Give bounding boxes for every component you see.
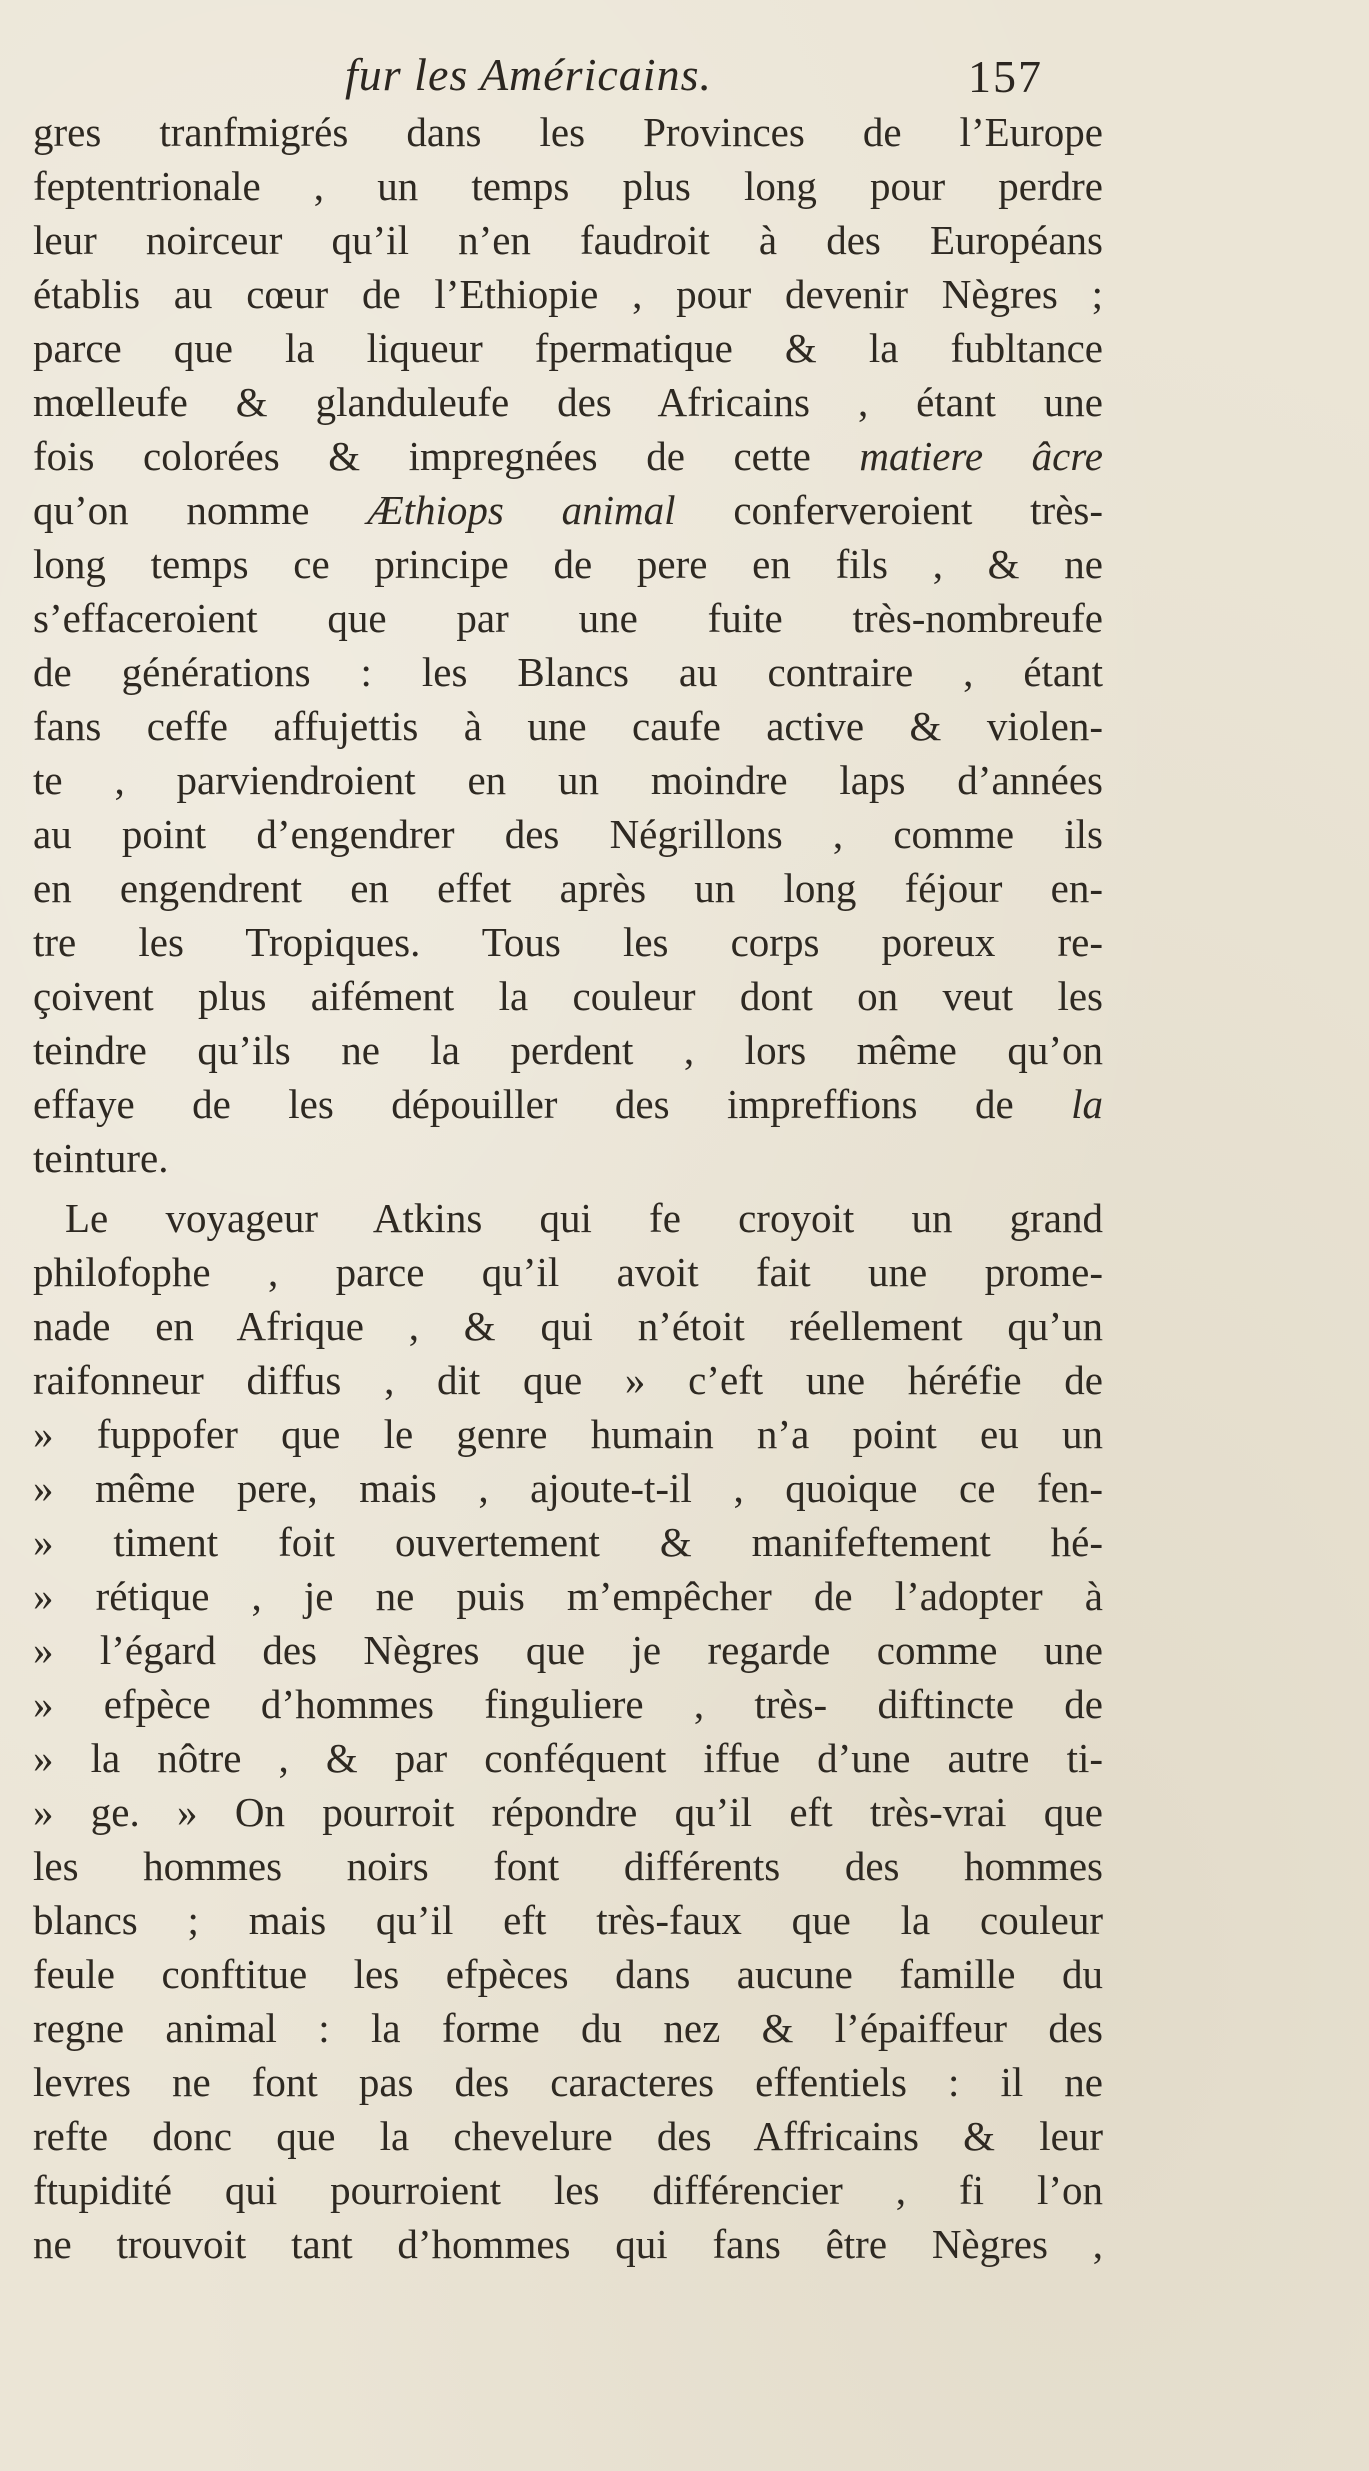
text-line: » timent foit ouvertement & manifeftement hé- xyxy=(33,1519,1103,1565)
text-line xyxy=(33,483,1103,537)
text-line: tre les Tropiques. Tous les corps poreux re- xyxy=(33,919,1103,965)
text-segment: fois colorées & impregnées de cette xyxy=(33,433,860,479)
text-line: te , parviendroient en un moindre laps d’années xyxy=(33,757,1103,803)
text-line: blancs ; mais qu’il eft très-faux que la couleur xyxy=(33,1897,1103,1943)
text-line: regne animal : la forme du nez & l’épaiffeur des xyxy=(33,2005,1103,2051)
text-line: établis au cœur de l’Ethiopie , pour devenir Nègres ; xyxy=(33,271,1103,317)
text-line: mœlleufe & glanduleufe des Africains , étant une xyxy=(33,379,1103,425)
text-line: feptentrionale , un temps plus long pour perdre xyxy=(33,163,1103,209)
text-line: » même pere, mais , ajoute-t-il , quoique ce fen- xyxy=(33,1465,1103,1511)
paragraph-1 xyxy=(33,105,1103,1185)
text-line: raifonneur diffus , dit que » c’eft une héréfie de xyxy=(33,1357,1103,1403)
italic-phrase: la xyxy=(1071,1081,1103,1127)
text-line: teindre qu’ils ne la perdent , lors même qu’on xyxy=(33,1027,1103,1073)
text-line: au point d’engendrer des Négrillons , comme ils xyxy=(33,811,1103,857)
text-line: nade en Afrique , & qui n’étoit réellement qu’un xyxy=(33,1303,1103,1349)
text-line: ftupidité qui pourroient les différencier , fi l’on xyxy=(33,2167,1103,2213)
page-number: 157 xyxy=(968,51,1043,102)
text-line: en engendrent en effet après un long féjour en- xyxy=(33,865,1103,911)
text-line: teinture. xyxy=(33,1135,169,1181)
text-line: ne trouvoit tant d’hommes qui fans être Nègres , xyxy=(33,2221,1103,2267)
text-line: leur noirceur qu’il n’en faudroit à des Européans xyxy=(33,217,1103,263)
text-line xyxy=(33,1077,1103,1131)
text-line: » rétique , je ne puis m’empêcher de l’adopter à xyxy=(33,1573,1103,1619)
italic-phrase: Æthiops animal xyxy=(367,487,676,533)
text-line: çoivent plus aifément la couleur dont on veut les xyxy=(33,973,1103,1019)
text-line: de générations : les Blancs au contraire , étant xyxy=(33,649,1103,695)
text-segment: qu’on nomme xyxy=(33,487,368,533)
running-title: fur les Américains. xyxy=(345,49,712,100)
text-line: philofophe , parce qu’il avoit fait une prome- xyxy=(33,1249,1103,1295)
text-line: refte donc que la chevelure des Affricains & leur xyxy=(33,2113,1103,2159)
text-line: » la nôtre , & par conféquent iffue d’une autre ti- xyxy=(33,1735,1103,1781)
text-segment: effaye de les dépouiller des impreffions de xyxy=(33,1081,1072,1127)
text-line: » l’égard des Nègres que je regarde comme une xyxy=(33,1627,1103,1673)
body-text xyxy=(33,105,1103,2271)
text-line: parce que la liqueur fpermatique & la fubltance xyxy=(33,325,1103,371)
text-line: Le voyageur Atkins qui fe croyoit un grand xyxy=(65,1195,1103,1241)
text-line: gres tranfmigrés dans les Provinces de l’Europe xyxy=(33,109,1103,155)
text-line xyxy=(33,429,1103,483)
text-line: » ge. » On pourroit répondre qu’il eft très-vrai que xyxy=(33,1789,1103,1835)
text-line: feule conftitue les efpèces dans aucune famille du xyxy=(33,1951,1103,1997)
text-segment: conferveroient très- xyxy=(675,487,1103,533)
text-line: long temps ce principe de pere en fils , & ne xyxy=(33,541,1103,587)
paragraph-2 xyxy=(33,1191,1103,2271)
text-line: les hommes noirs font différents des hommes xyxy=(33,1843,1103,1889)
text-line: » fuppofer que le genre humain n’a point eu un xyxy=(33,1411,1103,1457)
italic-phrase: matiere âcre xyxy=(859,433,1103,479)
text-line: s’effaceroient que par une fuite très-nombreufe xyxy=(33,595,1103,641)
text-line: fans ceffe affujettis à une caufe active & violen- xyxy=(33,703,1103,749)
text-line: levres ne font pas des caracteres effentiels : il ne xyxy=(33,2059,1103,2105)
text-line: » efpèce d’hommes finguliere , très- diftincte de xyxy=(33,1681,1103,1727)
